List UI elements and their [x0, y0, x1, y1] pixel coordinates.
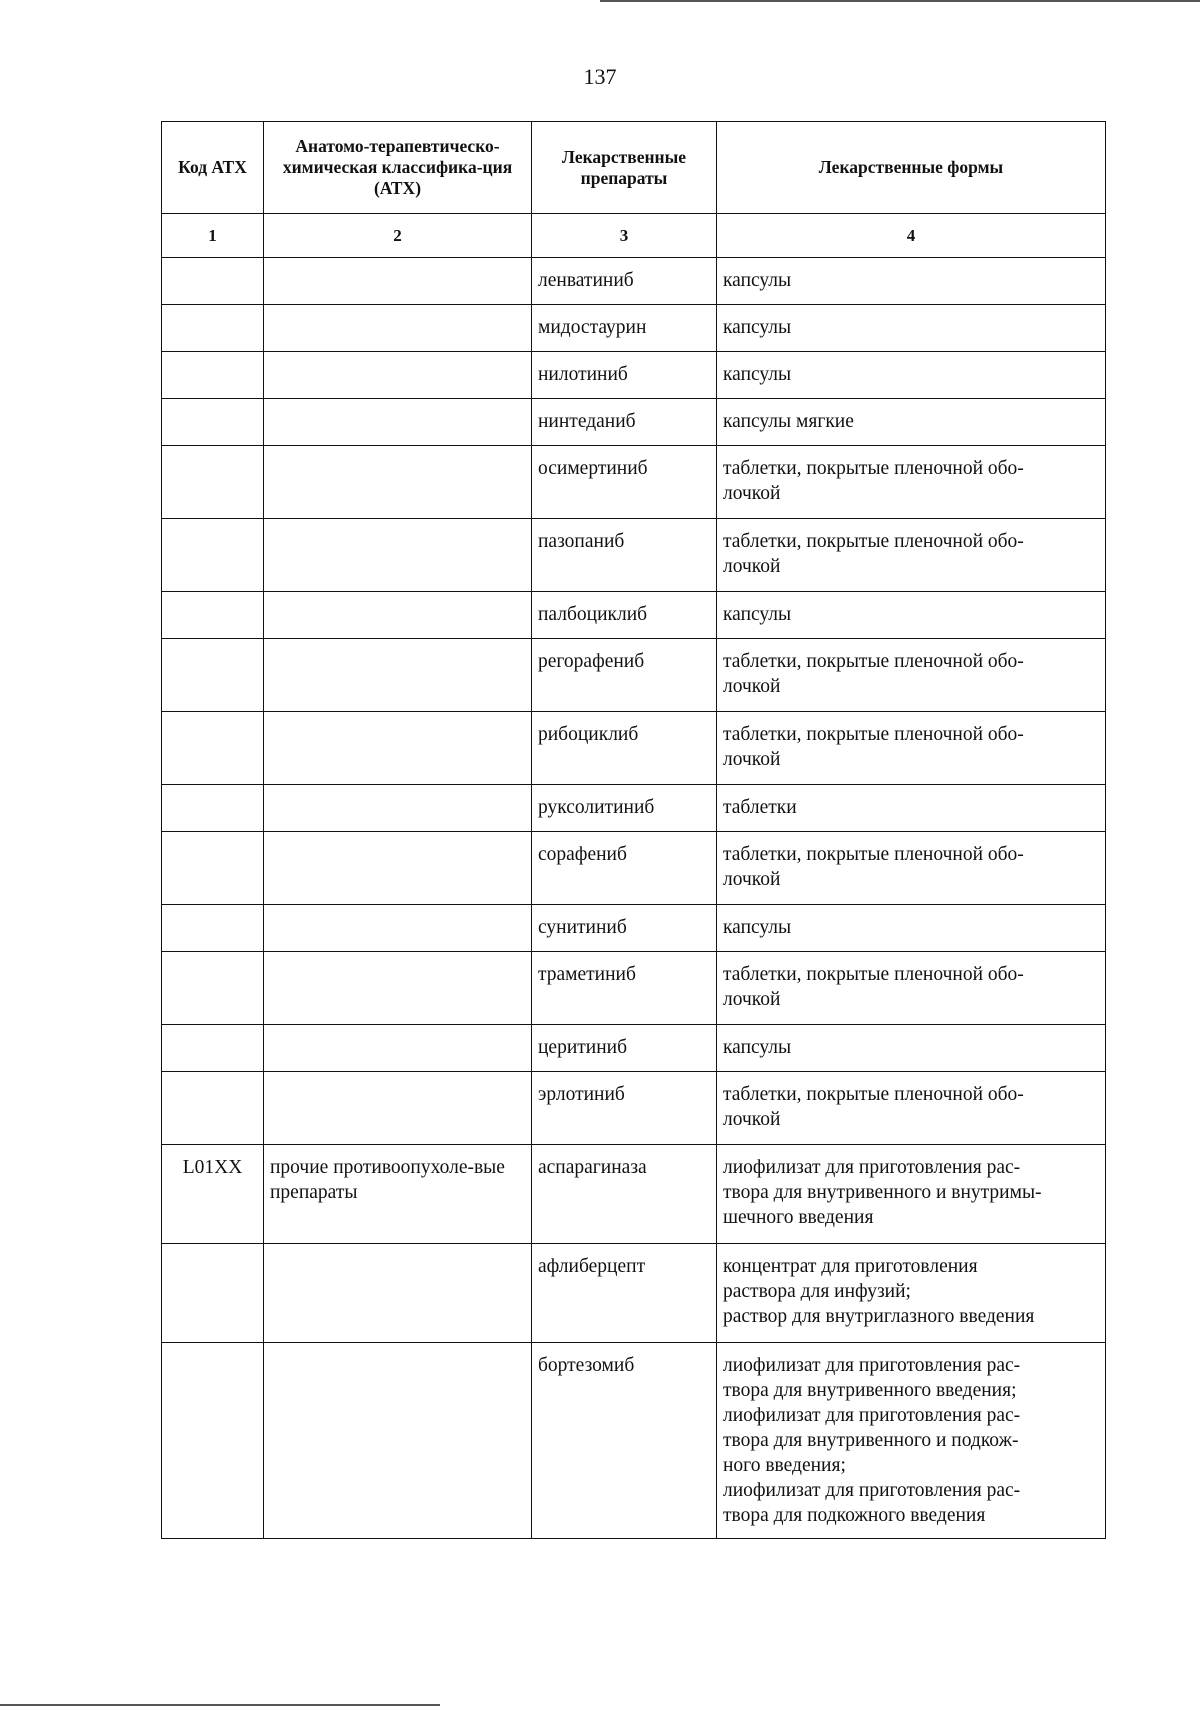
dosage-form-line: таблетки, покрытые пленочной обо- [723, 651, 1024, 672]
table-row [162, 399, 1106, 446]
atc-classification-cell [264, 258, 532, 305]
drug-name-cell: бортезомиб [532, 1343, 717, 1539]
atc-classification-cell [264, 905, 532, 952]
atc-code-cell [162, 952, 264, 1025]
atc-code-cell [162, 832, 264, 905]
atc-code-cell [162, 352, 264, 399]
dosage-form-line: капсулы [723, 364, 792, 385]
atc-code-cell [162, 305, 264, 352]
dosage-form-line: лочкой [723, 556, 781, 577]
drug-name-cell: аспарагиназа [532, 1145, 717, 1244]
header-drugs: Лекарственные препараты [532, 122, 717, 214]
dosage-forms-cell [717, 1244, 1106, 1343]
table-row [162, 785, 1106, 832]
drug-name-cell: рибоциклиб [532, 712, 717, 785]
dosage-form-line: ного введения; [723, 1455, 846, 1476]
dosage-form-line: шечного введения [723, 1207, 874, 1228]
drug-name-cell: эрлотиниб [532, 1072, 717, 1145]
dosage-form-line: капсулы [723, 604, 792, 625]
table-body [162, 258, 1106, 1539]
table-row [162, 905, 1106, 952]
dosage-form-line: раствор для внутриглазного введения [723, 1306, 1035, 1327]
drug-name-cell: пазопаниб [532, 519, 717, 592]
dosage-form-line: лиофилизат для приготовления рас- [723, 1405, 1021, 1426]
dosage-forms-cell [717, 305, 1106, 352]
atc-classification-cell: прочие противоопухоле-вые препараты [264, 1145, 532, 1244]
dosage-form-line: концентрат для приготовления [723, 1256, 978, 1277]
atc-code-cell [162, 399, 264, 446]
drug-name-cell: сунитиниб [532, 905, 717, 952]
atc-drug-table [161, 121, 1106, 1539]
bottom-scan-rule [0, 1704, 440, 1706]
dosage-form-line: твора для внутривенного введения; [723, 1380, 1017, 1401]
table-row [162, 952, 1106, 1025]
atc-code-cell [162, 1025, 264, 1072]
drug-name-cell: церитиниб [532, 1025, 717, 1072]
atc-classification-cell [264, 399, 532, 446]
dosage-form-line: таблетки, покрытые пленочной обо- [723, 724, 1024, 745]
dosage-form-line: лочкой [723, 1109, 781, 1130]
dosage-form-line: раствора для инфузий; [723, 1281, 911, 1302]
dosage-form-line: капсулы мягкие [723, 411, 854, 432]
dosage-forms-cell [717, 712, 1106, 785]
table-row [162, 832, 1106, 905]
atc-classification-cell [264, 305, 532, 352]
table-row [162, 258, 1106, 305]
column-number: 2 [264, 214, 532, 258]
dosage-forms-cell [717, 905, 1106, 952]
dosage-forms-cell [717, 258, 1106, 305]
drug-name-cell: нинтеданиб [532, 399, 717, 446]
atc-classification-cell [264, 446, 532, 519]
atc-classification-cell [264, 1343, 532, 1539]
table-row [162, 639, 1106, 712]
atc-classification-cell [264, 1072, 532, 1145]
atc-code-cell [162, 1343, 264, 1539]
dosage-form-line: лочкой [723, 676, 781, 697]
atc-classification-cell [264, 952, 532, 1025]
dosage-form-line: твора для внутривенного и внутримы- [723, 1182, 1042, 1203]
dosage-form-line: таблетки [723, 797, 797, 818]
top-scan-rule [600, 0, 1200, 2]
drug-name-cell: руксолитиниб [532, 785, 717, 832]
table-row [162, 1072, 1106, 1145]
drug-name-cell: палбоциклиб [532, 592, 717, 639]
dosage-forms-cell [717, 519, 1106, 592]
dosage-forms-cell [717, 399, 1106, 446]
drug-name-cell: сорафениб [532, 832, 717, 905]
atc-code-cell [162, 446, 264, 519]
drug-name-cell: афлиберцепт [532, 1244, 717, 1343]
drug-name-cell: ленватиниб [532, 258, 717, 305]
header-dosage-forms: Лекарственные формы [717, 122, 1106, 214]
atc-code-cell [162, 712, 264, 785]
dosage-forms-cell [717, 1072, 1106, 1145]
dosage-form-line: таблетки, покрытые пленочной обо- [723, 964, 1024, 985]
table-row [162, 1244, 1106, 1343]
dosage-form-line: лочкой [723, 869, 781, 890]
atc-classification-cell [264, 1244, 532, 1343]
dosage-form-line: таблетки, покрытые пленочной обо- [723, 458, 1024, 479]
dosage-form-line: таблетки, покрытые пленочной обо- [723, 531, 1024, 552]
dosage-form-line: капсулы [723, 1037, 792, 1058]
dosage-form-line: лиофилизат для приготовления рас- [723, 1355, 1021, 1376]
table-row [162, 1343, 1106, 1539]
atc-classification-cell [264, 352, 532, 399]
dosage-forms-cell [717, 1025, 1106, 1072]
atc-classification-cell [264, 712, 532, 785]
dosage-form-line: лиофилизат для приготовления рас- [723, 1157, 1021, 1178]
atc-code-cell [162, 258, 264, 305]
table-row [162, 446, 1106, 519]
dosage-form-line: капсулы [723, 917, 792, 938]
header-atc-classification: Анатомо-терапевтическо-химическая классифика-ция (АТХ) [264, 122, 532, 214]
column-number: 3 [532, 214, 717, 258]
drug-name-cell: осимертиниб [532, 446, 717, 519]
atc-code-cell [162, 519, 264, 592]
dosage-form-line: капсулы [723, 317, 792, 338]
atc-code-cell [162, 905, 264, 952]
table-row [162, 1145, 1106, 1244]
dosage-form-line: твора для подкожного введения [723, 1505, 986, 1526]
dosage-forms-cell [717, 446, 1106, 519]
dosage-form-line: лочкой [723, 989, 781, 1010]
atc-classification-cell [264, 519, 532, 592]
atc-code-cell: L01XX [162, 1145, 264, 1244]
dosage-forms-cell [717, 639, 1106, 712]
dosage-form-line: таблетки, покрытые пленочной обо- [723, 844, 1024, 865]
drug-name-cell: регорафениб [532, 639, 717, 712]
atc-code-cell [162, 592, 264, 639]
dosage-forms-cell [717, 832, 1106, 905]
atc-code-cell [162, 639, 264, 712]
atc-classification-cell [264, 785, 532, 832]
drug-name-cell: мидостаурин [532, 305, 717, 352]
page-number: 137 [583, 64, 617, 89]
dosage-form-line: таблетки, покрытые пленочной обо- [723, 1084, 1024, 1105]
header-atc-code: Код АТХ [162, 122, 264, 214]
atc-code-cell [162, 1244, 264, 1343]
table-row [162, 352, 1106, 399]
dosage-forms-cell [717, 352, 1106, 399]
table-row [162, 712, 1106, 785]
dosage-forms-cell [717, 592, 1106, 639]
table-row [162, 519, 1106, 592]
dosage-form-line: лочкой [723, 483, 781, 504]
table-row [162, 1025, 1106, 1072]
drug-name-cell: нилотиниб [532, 352, 717, 399]
atc-classification-cell [264, 592, 532, 639]
dosage-forms-cell [717, 1145, 1106, 1244]
atc-classification-cell [264, 1025, 532, 1072]
atc-classification-cell [264, 639, 532, 712]
dosage-form-line: капсулы [723, 270, 792, 291]
dosage-forms-cell [717, 1343, 1106, 1539]
column-number-row [162, 214, 1106, 258]
atc-code-cell [162, 785, 264, 832]
table-row [162, 592, 1106, 639]
column-number: 4 [717, 214, 1106, 258]
table-row [162, 305, 1106, 352]
atc-code-cell [162, 1072, 264, 1145]
dosage-form-line: лочкой [723, 749, 781, 770]
atc-classification-cell [264, 832, 532, 905]
table-header-row [162, 122, 1106, 214]
dosage-form-line: твора для внутривенного и подкож- [723, 1430, 1019, 1451]
dosage-form-line: лиофилизат для приготовления рас- [723, 1480, 1021, 1501]
column-number: 1 [162, 214, 264, 258]
drug-name-cell: траметиниб [532, 952, 717, 1025]
dosage-forms-cell [717, 785, 1106, 832]
dosage-forms-cell [717, 952, 1106, 1025]
